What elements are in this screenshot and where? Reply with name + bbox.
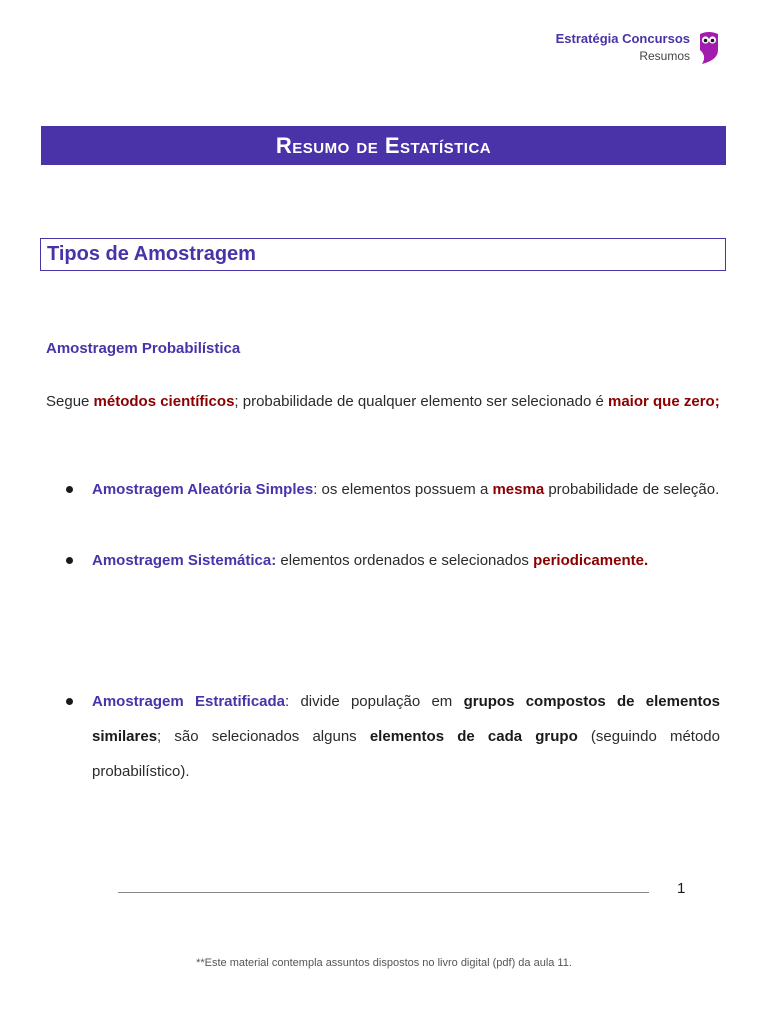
page-title: Resumo de Estatística: [275, 132, 492, 158]
bullet-icon: [66, 486, 73, 493]
page-title-banner: [41, 126, 726, 165]
page-number: 1: [677, 880, 686, 897]
term-sistematica: Amostragem Sistemática:: [92, 552, 277, 569]
list-item-text: [92, 472, 720, 507]
subsection-title: Amostragem Probabilística: [46, 340, 241, 357]
brand-subtitle: Resumos: [639, 49, 690, 63]
list-item-desc: elementos ordenados e selecionados: [276, 552, 534, 569]
brand-name: Estratégia Concursos: [555, 31, 690, 46]
highlight-elementos-grupo: elementos de cada grupo: [369, 728, 578, 745]
bullet-icon: [66, 698, 73, 705]
list-item-desc: : os elementos possuem a: [313, 481, 493, 498]
footer-divider: [118, 892, 649, 893]
intro-highlight-maior: maior que zero;: [608, 393, 720, 410]
term-estratificada: Amostragem Estratificada: [92, 693, 286, 710]
brand-text: [556, 30, 690, 64]
highlight-grupos: grupos compostos de elementos similares: [92, 693, 720, 745]
bullet-icon: [66, 557, 73, 564]
list-item: [66, 472, 720, 507]
list-item: [66, 684, 720, 789]
list-item-desc: : divide população em: [285, 693, 464, 710]
list-item-desc: probabilidade de seleção.: [544, 481, 720, 498]
list-item: [66, 543, 720, 578]
intro-highlight-metodos: métodos científicos: [93, 393, 235, 410]
brand-header: [556, 30, 720, 64]
list-item-text: [92, 684, 720, 789]
highlight-periodicamente: periodicamente.: [533, 552, 649, 569]
intro-text-2: ; probabilidade de qualquer elemento ser selecionado é: [234, 393, 608, 410]
intro-paragraph: [46, 384, 720, 419]
footnote: **Este material contempla assuntos dispostos no livro digital (pdf) da aula 11.: [196, 957, 572, 969]
section-title: Tipos de Amostragem: [47, 243, 256, 265]
highlight-mesma: mesma: [492, 481, 545, 498]
list-item-desc: (seguindo método probabilístico).: [92, 728, 720, 780]
section-heading-box: [40, 238, 726, 271]
term-aleatoria-simples: Amostragem Aleatória Simples: [92, 481, 314, 498]
list-item-text: [92, 543, 720, 578]
intro-text-1: Segue: [46, 393, 94, 410]
owl-logo-icon: [698, 30, 720, 64]
list-item-desc: ; são selecionados alguns: [157, 728, 370, 745]
